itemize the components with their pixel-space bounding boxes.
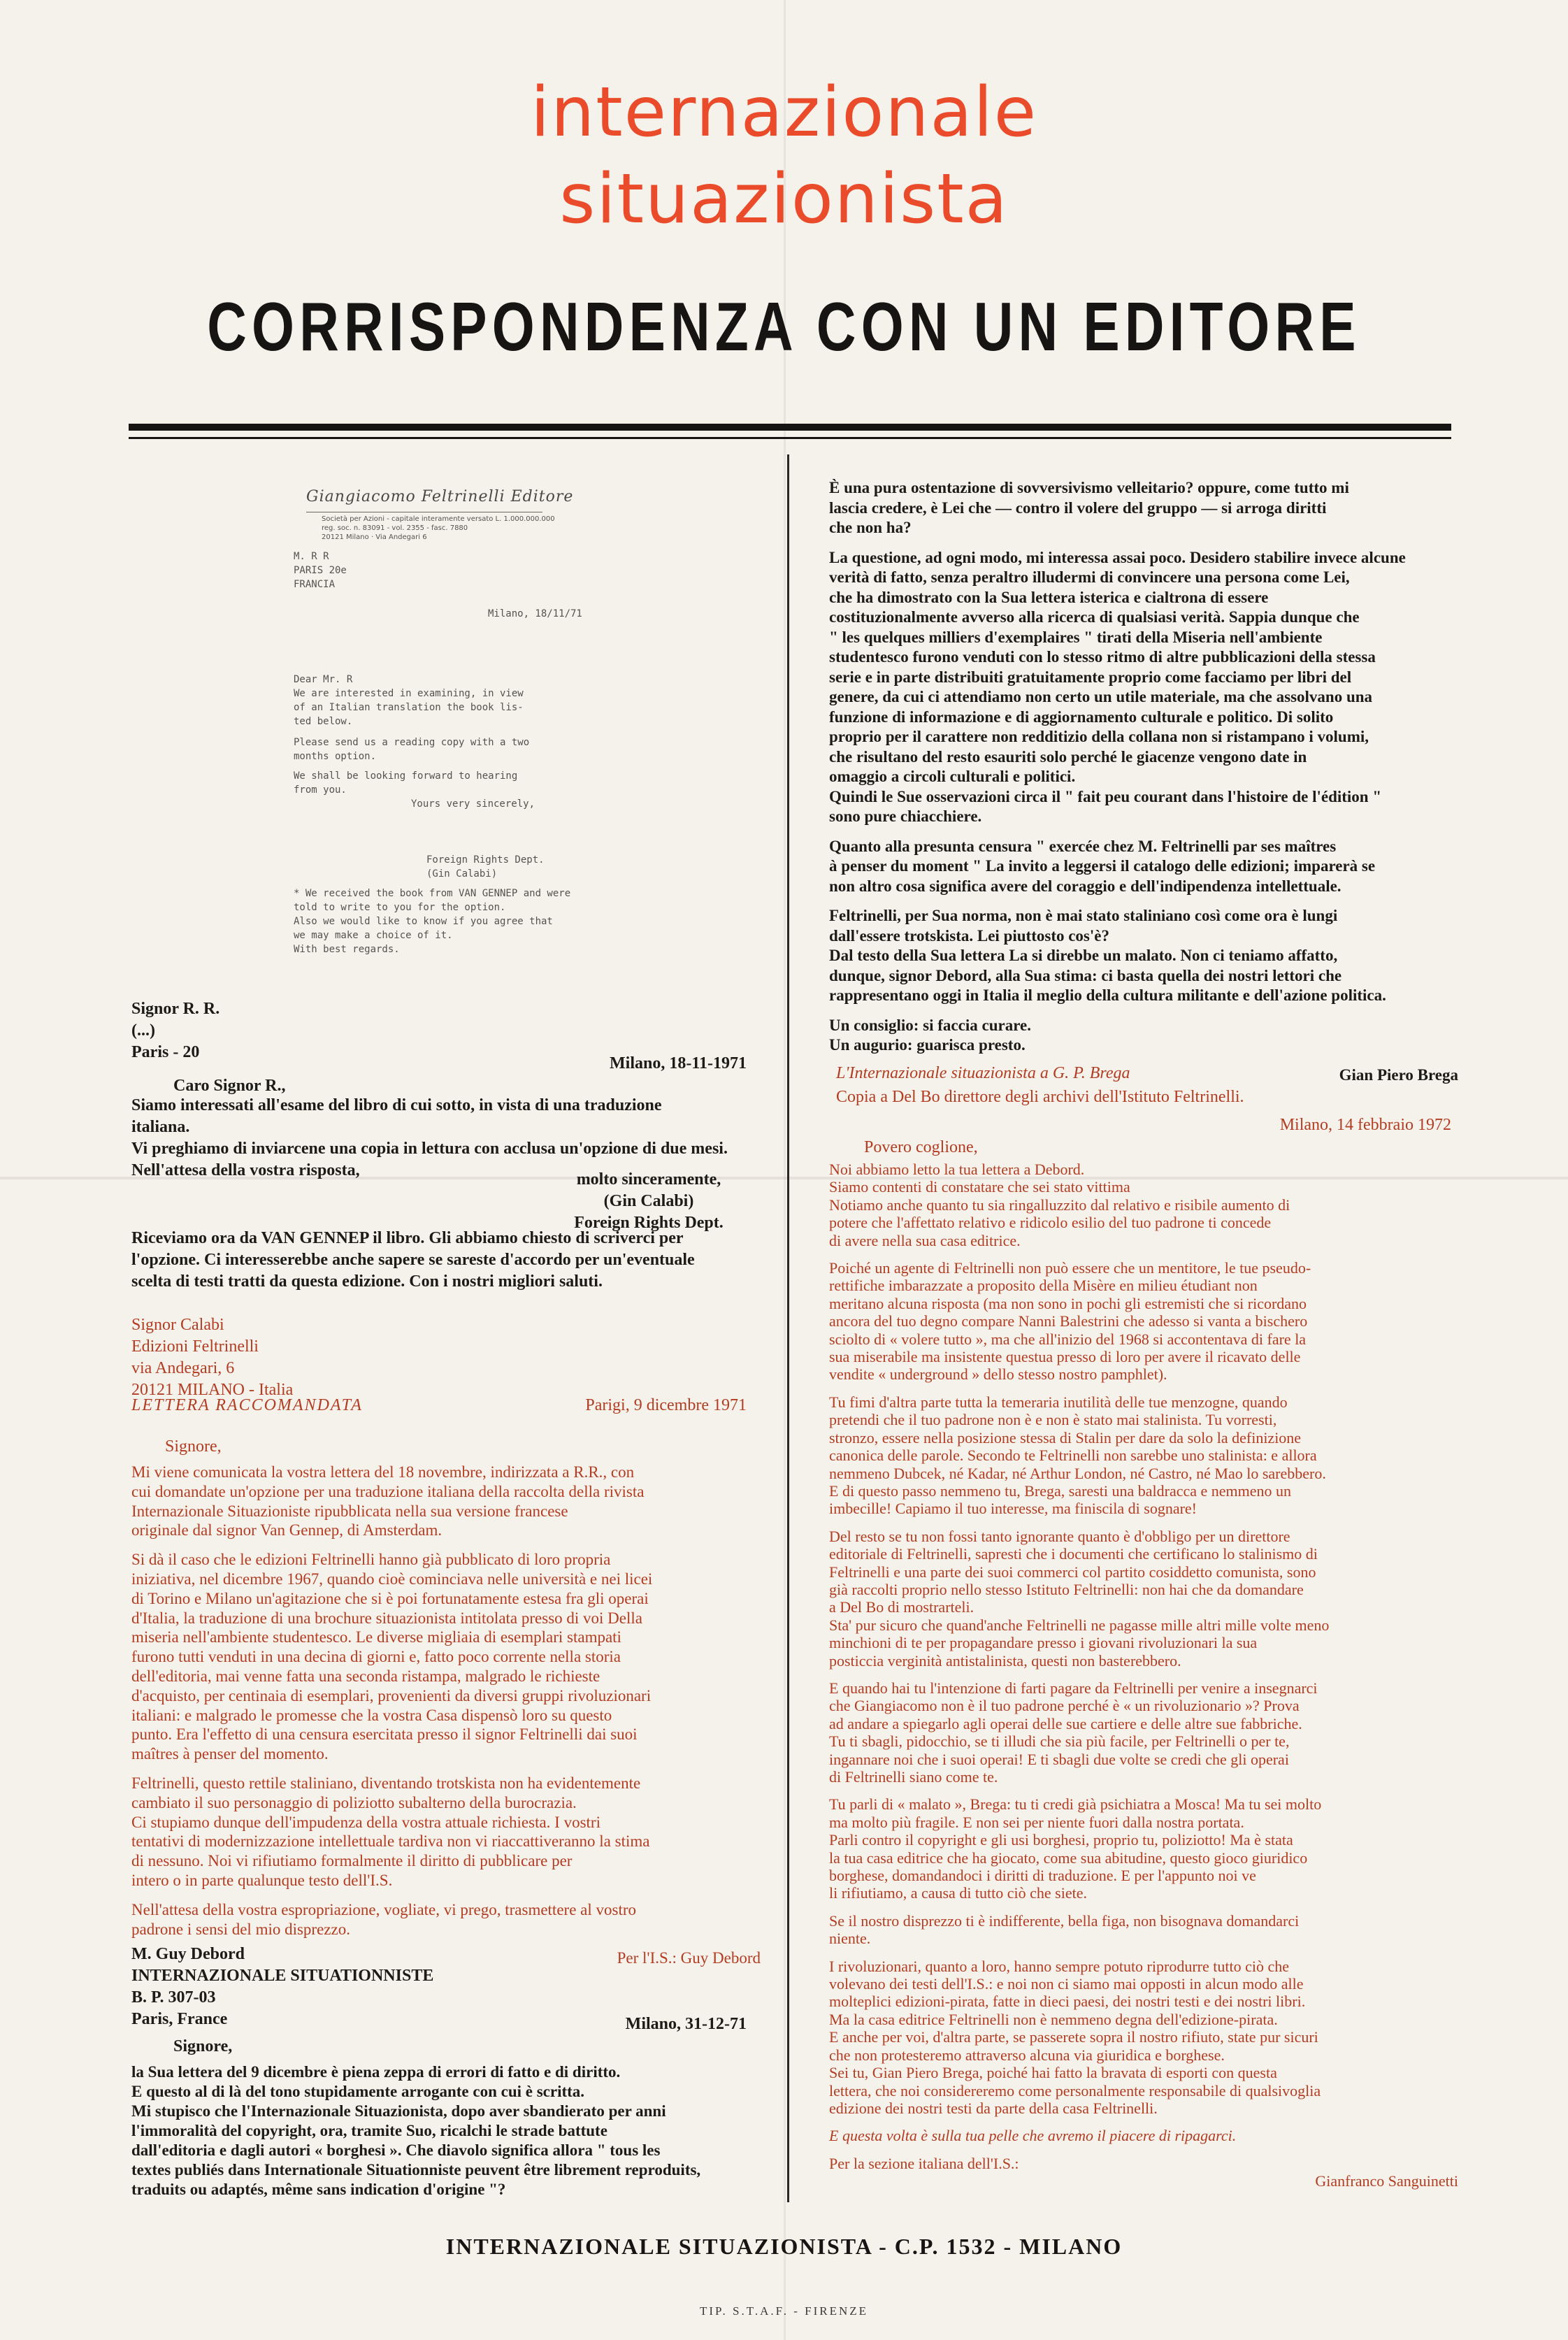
letter4-paragraph-7: Se il nostro disprezzo ti è indifferente, bella figa, non bisognava domandarci niente. [829,1911,1300,1948]
letterhead-name: Giangiacomo Feltrinelli Editore [306,488,574,505]
letter4-paragraph-2: Poiché un agente di Feltrinelli non può essere che un mentitore, le tue pseudo- rettifiche imbarazzate a proposito della Misère en milieu étudiant non meritano alcuna risposta (ma non sono in pochi gli estremisti che si ricordano ancora del tuo degno compare Nanni Balestrini che adesso si vanta a bischero sciolto di « volere tutto », ma che all'inizio del 1968 si accontentava di fare la sua miserabile ma insistente questua presso di loro per avere il ricavato delle vendite « underground » dello stesso nostro pamphlet). [829,1259,1311,1384]
letter2-paragraph-1: Mi viene comunicata la vostra lettera del 18 novembre, indirizzata a R.R., con cui domandate un'opzione per una traduzione italiana della raccolta della rivista Internazionale Situazioniste ripubblicata nella sua versione francese originale dal signor Van Gennep, di Amsterdam. [131,1463,645,1539]
column-divider [787,454,789,2202]
facsimile-addressee: M. R R PARIS 20e FRANCIA [294,551,347,590]
letter4-paragraph-4: Del resto se tu non fossi tanto ignorante quanto è d'obbligo per un direttore editoriale di Feltrinelli, sapresti che i documenti che certificano lo stalinismo di Feltrinelli e una parte dei suoi commerci col partito cosiddetto comunista, sono già raccolti proprio nello stesso Istituto Feltrinelli: non hai che da domandare a Del Bo di mostrarteli. Sta' pur sicuro che quand'anche Feltrinelli ne pagasse mille altri mille volte meno minchioni di te per propagandare presso i giovani rivoluzionari la sua posticcia verginità antistalinista, questi non basterebbero. [829,1527,1330,1670]
facsimile-date: Milano, 18/11/71 [488,608,582,619]
letter4-paragraph-5: E quando hai tu l'intenzione di farti pagare da Feltrinelli per venire a insegnarci che Giangiacomo non è il tuo padrone perché è « un rivoluzionario »? Prova ad andare a spiegarlo agli operai delle sue cartiere e delle altre sue fabbriche. Tu ti sbagli, pidocchio, se ti illudi che sia più facile, per Feltrinelli o per te, ingannare noi che i suoi operai! E ti sbagli due volte se credi che gli operai di Feltrinelli siano come te. [829,1679,1318,1786]
letter3-cont-paragraph-2: La questione, ad ogni modo, mi interessa assai poco. Desidero stabilire invece alcune verità di fatto, senza peraltro illudermi di convincere una persona come Lei, che ha dimostrato con la Sua lettera isterica e cialtrona di essere costituzionalmente avverso alla ricerca di qualsiasi verità. Sappia dunque che " les quelques milliers d'exemplaires " tirati della Miseria nell'ambiente studentesco furono venduti con lo stesso ritmo di altre pubblicazioni della stessa serie e in parte distribuiti gratuitamente proprio come facciamo per libri del genere, da cui ci attendiamo non certo un utile materiale, ma che assolvano una funzione di informazione e di aggiornamento culturale e politico. Di solito proprio per il carattere non redditizio della collana non si ristampano i volumi, che risultano del resto esauriti solo perché le giacenze vengono date in omaggio a circoli culturali e politici. Quindi le Sue osservazioni circa il " fait peu courant dans l'histoire de l'édition " sono pure chiacchiere. [829,548,1406,825]
title-line-2: situazionista [559,159,1009,239]
letter3-signature: Gian Piero Brega [1339,1065,1458,1084]
letter2-signature: Per l'I.S.: Guy Debord [617,1949,761,1967]
letter2-paragraph-4: Nell'attesa della vostra espropriazione, vogliate, vi prego, trasmettere al vostro padrone i sensi del mio disprezzo. [131,1900,636,1938]
header-rule-thin [129,437,1451,439]
letter3-addressee: M. Guy Debord INTERNAZIONALE SITUATIONNISTE B. P. 307-03 Paris, France [131,1945,434,2028]
letter2-paragraph-3: Feltrinelli, questo rettile staliniano, diventando trotskista non ha evidentemente cambiato il suo personaggio di poliziotto subalterno della burocrazia. Ci stupiamo dunque dell'impudenza della vostra attuale richiesta. I vostri tentativi di modernizzazione intellettuale tardiva non vi riaccattiveranno la stima di nessuno. Noi vi rifiutiamo formalmente il diritto di pubblicare per intero o in parte qualunque testo dell'I.S. [131,1774,650,1889]
printer-imprint: TIP. S.T.A.F. - FIRENZE [699,2304,869,2318]
letter4-salutation: Povero coglione, [864,1138,978,1156]
letter1-body: Siamo interessati all'esame del libro di cui sotto, in vista di una traduzione italiana. Vi preghiamo di inviarcene una copia in lettura con acclusa un'opzione di due mesi. Nell'attesa della vostra risposta, [131,1096,728,1179]
letter3-continued [829,478,1458,1085]
letter4-heading: L'Internazionale situazionista a G. P. Brega [836,1064,1130,1082]
letter4-paragraph-8: I rivoluzionari, quanto a loro, hanno sempre potuto riprodurre tutto ciò che volevano dei testi dell'I.S.: e noi non ci siamo mai opposti in alcun modo alle molteplici edizioni-pirata, fatte in dieci paesi, dei nostri testi e dei nostri libri. Ma la casa editrice Feltrinelli non è nemmeno degna dell'edizione-pirata. E anche per voi, d'altra parte, se passerete sopra il nostro rifiuto, state pur sicuri che non protesteremo attraverso alcuna via giuridica e borghese. Sei tu, Gian Piero Brega, poiché hai fatto la bravata di esporti con questa lettera, che noi considereremo come personalmente responsabile di qualsivoglia edizione dei nostri testi da parte della casa Feltrinelli. [829,1957,1321,2117]
letter3-salutation: Signore, [173,2037,233,2055]
letter2-salutation: Signore, [165,1437,222,1456]
letter4-paragraph-6: Tu parli di « malato », Brega: tu ti credi già psichiatra a Mosca! Ma tu sei molto ma molto più fragile. E non sei per niente fuori dalla nostra portata. Parli contro il copyright e gli usi borghesi, proprio tu, poliziotto! Ma è stata la tua casa editrice che ha giocato, come sua abitudine, questo gioco giuridico borghese, domandandoci i diritti di traduzione. E per l'appunto noi ve li rifiutiamo, a causa di tutto ciò che siete. [829,1795,1322,1902]
facsimile-signature: Foreign Rights Dept. (Gin Calabi) [426,854,545,880]
letter4-signature: Gianfranco Sanguinetti [1315,2172,1458,2190]
letter2-date: Parigi, 9 dicembre 1971 [585,1396,747,1414]
letter4-date: Milano, 14 febbraio 1972 [1279,1116,1451,1134]
facsimile-postscript: * We received the book from VAN GENNEP and were told to write to you for the option. Also we would like to know if you agree that we may make a choice of it. With best regards. [294,888,571,955]
letter3-cont-paragraph-1: È una pura ostentazione di sovversivismo velleitario? oppure, come tutto mi lascia credere, è Lei che — contro il volere del gruppo — si arroga diritti che non ha? [829,479,1349,536]
facsimile-body-3: We shall be looking forward to hearing from you. [294,770,518,796]
letter2-registered: LETTERA RACCOMANDATA [131,1396,363,1414]
letter4-copy-note: Copia a Del Bo direttore degli archivi dell'Istituto Feltrinelli. [836,1088,1244,1106]
facsimile-body-2: Please send us a reading copy with a two months option. [294,737,530,762]
letter4-paragraph-3: Tu fimi d'altra parte tutta la temeraria inutilità delle tue menzogne, quando pretendi che il tuo padrone non è e non è stato mai stalinista. Tu vorresti, stronzo, essere nella posizione stessa di Stalin per dare da solo la definizione canonica delle parole. Secondo te Feltrinelli non sarebbe uno stalinista: e allora nemmeno Dubcek, né Kadar, né Arthur London, né Castro, né Mao lo sarebbero. E di questo passo nemmeno tu, Brega, saresti una baldracca e nemmeno un imbecille! Capiamo il tuo interesse, ma finiscila di sognare! [829,1393,1326,1518]
facsimile-body-1: Dear Mr. R We are interested in examining, in view of an Italian translation the book lis- ted below. [294,674,524,727]
letter2-addressee: Signor Calabi Edizioni Feltrinelli via Andegari, 6 20121 MILANO - Italia [131,1316,294,1399]
header-rule-thick [129,424,1451,431]
letter1-closing: molto sinceramente, (Gin Calabi) Foreign Rights Dept. [574,1170,724,1232]
letter3-cont-paragraph-3: Quanto alla presunta censura " exercée chez M. Feltrinelli par ses maîtres à penser du moment " La invito a leggersi il catalogo delle edizioni; imparerà se non altro cosa significa avere del coraggio e dell'indipendenza intellettuale. [829,837,1376,895]
letterhead-underline [306,491,542,512]
letterhead-details: Società per Azioni - capitale interamente versato L. 1.000.000.000 reg. soc. n. 83091 - vol. 2355 - fasc. 7880 20121 Milano · Via Andegari 6 [322,515,555,541]
letter1-date: Milano, 18-11-1971 [610,1054,747,1072]
letter4-section-signoff: Per la sezione italiana dell'I.S.: [829,2154,1019,2172]
facsimile-closing: Yours very sincerely, [411,798,535,810]
letter4-paragraph-9: E questa volta è sulla tua pelle che avremo il piacere di ripagarci. [829,2127,1237,2145]
letter4-text [829,1161,1458,2190]
letter3-date: Milano, 31-12-71 [625,2015,747,2033]
letter1-addressee: Signor R. R. (...) Paris - 20 [131,1000,220,1061]
letter1-salutation: Caro Signor R., [173,1077,286,1095]
letter3-cont-paragraph-4: Feltrinelli, per Sua norma, non è mai stato staliniano così come ora è lungi dall'essere trotskista. Lei piuttosto cos'è? Dal testo della Sua lettera La si direbbe un malato. Non ci teniamo affatto, dunque, signor Debord, alla Sua stima: ci basta quella dei nostri lettori che rappresentano oggi in Italia il meglio della cultura militante e dell'azione politica. [829,907,1386,1004]
footer-address: INTERNAZIONALE SITUAZIONISTA - C.P. 1532 - MILANO [445,2234,1123,2259]
letter3-cont-paragraph-5: Un consiglio: si faccia curare. Un augurio: guarisca presto. [829,1016,1031,1054]
letter3-body: la Sua lettera del 9 dicembre è piena zeppa di errori di fatto e di diritto. E questo al di là del tono stupidamente arrogante con cui è scritta. Mi stupisco che l'Internazionale Situazionista, dopo aver sbandierato per anni l'immoralità del copyright, ora, tramite Suo, ricalchi le strade battute dall'editoria e dagli autori « borghesi ». Che diavolo significa allora " tous les textes publiés dans Internationale Situationniste peuvent être librement reproduits, traduits ou adaptés, même sans indication d'origine "? [131,2063,701,2198]
letter4-paragraph-1: Noi abbiamo letto la tua lettera a Debord. Siamo contenti di constatare che sei stato vittima Notiamo anche quanto tu sia ringalluzzito dal relativo e risibile aumento di potere che l'affettato relativo e ridicolo esilio del tuo padrone ti concede di avere nella sua casa editrice. [829,1161,1290,1249]
subtitle: CORRISPONDENZA CON UN EDITORE [207,288,1361,365]
letter1-postscript: Riceviamo ora da VAN GENNEP il libro. Gli abbiamo chiesto di scriverci per l'opzione. Ci interesserebbe anche sapere se sareste d'accordo per un'eventuale scelta di testi tratti da questa edizione. Con i nostri migliori saluti. [131,1229,695,1291]
letter2-text [131,1463,761,1968]
letter2-paragraph-2: Si dà il caso che le edizioni Feltrinelli hanno già pubblicato di loro propria iniziativa, nel dicembre 1967, quando cioè cominciava nelle università e nei licei di Torino e Milano un'agitazione che si è poi fortunatamente estesa fra gli operai d'Italia, la traduzione di una brochure situazionista intitolata presso di voi Della miseria nell'ambiente studentesco. Le diverse migliaia di esemplari stampati furono tutti venduti in una decina di giorni e, fatto poco corrente nella storia dell'editoria, mai venne fatta una seconda ristampa, malgrado le richieste d'acquisto, per centinaia di esemplari, provenienti da diversi gruppi rivoluzionari italiani: e malgrado le promesse che la vostra Casa dispensò loro su questo punto. Era l'effetto di una censura esercitata presso il signor Feltrinelli dai suoi maîtres à penser del momento. [131,1551,653,1763]
title-line-1: internazionale [530,73,1038,152]
